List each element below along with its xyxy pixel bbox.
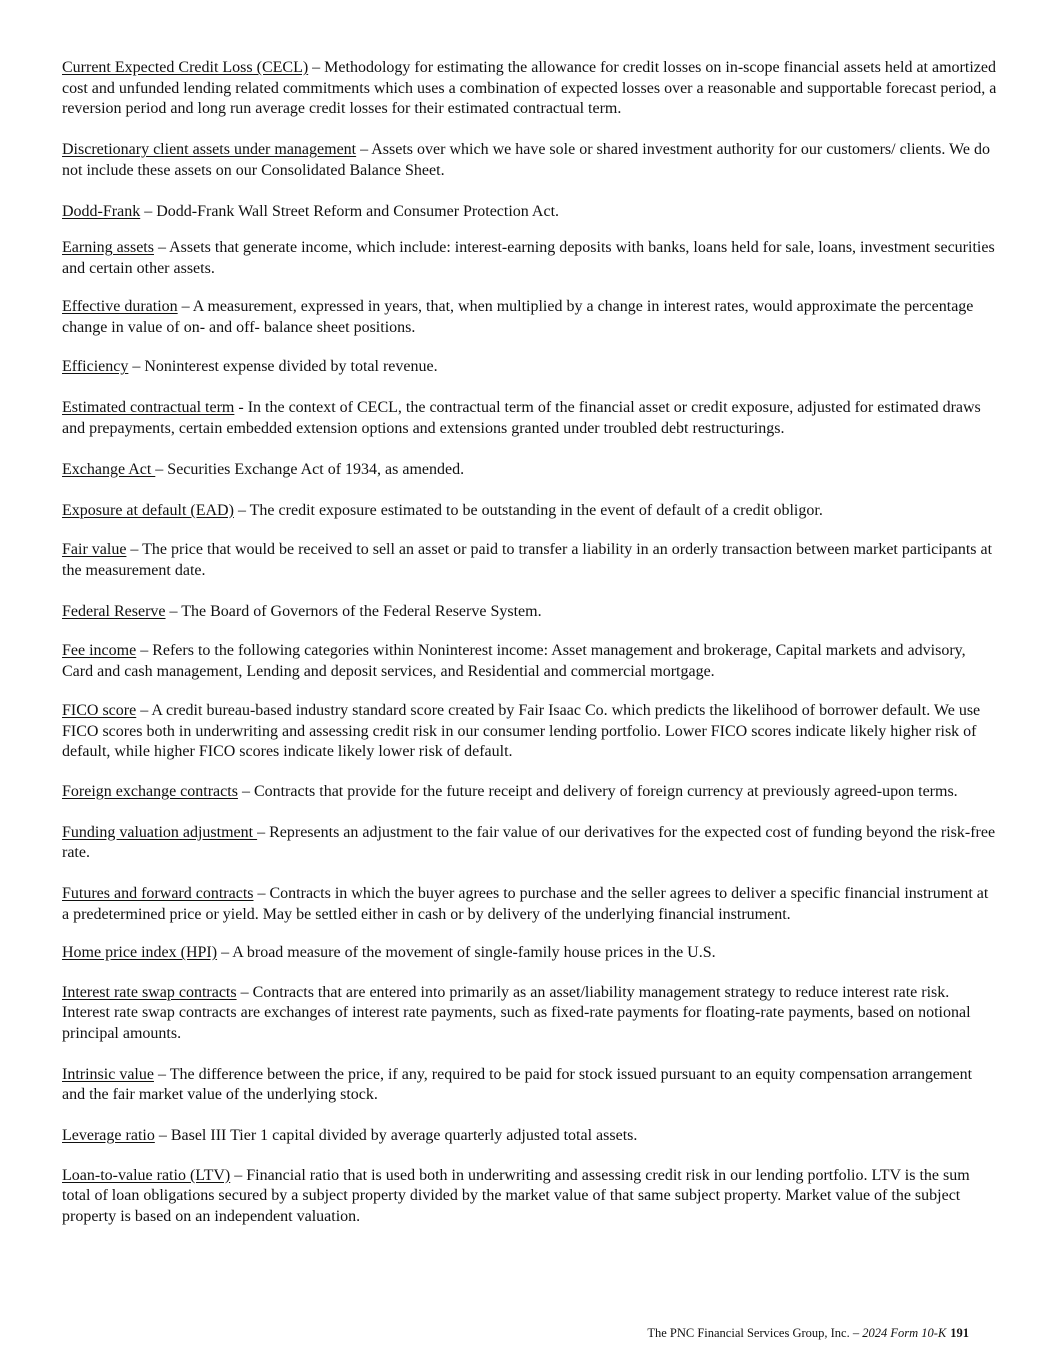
glossary-term: Interest rate swap contracts bbox=[62, 983, 237, 1001]
glossary-definition: Methodology for estimating the allowance for credit losses on in-scope financial assets held at amortized cost and unfunded lending related commitments which uses a combination of expected losses over a reasonable and supportable forecast period, a reversion period and long run average credit losses for their estimated contractual term. bbox=[62, 59, 997, 117]
glossary-definition: Basel III Tier 1 capital divided by average quarterly adjusted total assets. bbox=[170, 1127, 638, 1144]
glossary-entry: Efficiency – Noninterest expense divided by total revenue. bbox=[62, 358, 438, 375]
glossary-definition: In the context of CECL, the contractual term of the financial asset or credit exposure, adjusted for estimated draws and prepayments, certain embedded extension options and extensions granted under troubled debt restructurings. bbox=[62, 399, 981, 437]
glossary-term: Current Expected Credit Loss (CECL) bbox=[62, 59, 309, 76]
glossary-term: Loan-to-value ratio (LTV) bbox=[62, 1166, 231, 1184]
glossary-definition: Noninterest expense divided by total revenue. bbox=[144, 358, 438, 375]
footer-company: The PNC Financial Services Group, Inc. – bbox=[647, 1326, 863, 1340]
glossary-entry: Earning assets – Assets that generate income, which include: interest-earning deposits with banks, loans held for sale, loans, investment securities and certain other assets. bbox=[62, 239, 995, 277]
glossary-entry: Leverage ratio – Basel III Tier 1 capital divided by average quarterly adjusted total assets. bbox=[62, 1127, 638, 1144]
glossary-entry: Loan-to-value ratio (LTV) – Financial ratio that is used both in underwriting and assessing credit risk in our lending portfolio. LTV is the sum total of loan obligations secured by a subject property divided by the market value of that same subject property. Market value of the subject property is based on an independent valuation. bbox=[62, 1166, 970, 1225]
glossary-definition: Contracts in which the buyer agrees to purchase and the seller agrees to deliver a specific financial instrument at a predetermined price or yield. May be settled either in cash or by delivery of the underlying financial instrument. bbox=[62, 885, 989, 923]
glossary-entry: Futures and forward contracts – Contracts in which the buyer agrees to purchase and the seller agrees to deliver a specific financial instrument at a predetermined price or yield. May be settled either in cash or by delivery of the underlying financial instrument. bbox=[62, 885, 989, 923]
glossary-definition: Financial ratio that is used both in underwriting and assessing credit risk in our lending portfolio. LTV is the sum total of loan obligations secured by a subject property divided by the market value of that same subject property. Market value of the subject property is based on an independent valuation. bbox=[62, 1166, 970, 1225]
glossary-term: Fee income bbox=[62, 642, 137, 659]
glossary-definition: The price that would be received to sell an asset or paid to transfer a liability in an orderly transaction between market participants at the measurement date. bbox=[62, 541, 993, 579]
glossary-term: Exposure at default (EAD) bbox=[62, 501, 234, 519]
glossary-definition: Refers to the following categories within Noninterest income: Asset management and brokerage, Capital markets and advisory, Card and cash management, Lending and deposit services, and Residential and commercial mortgage. bbox=[62, 642, 966, 680]
glossary-entry: Estimated contractual term - In the context of CECL, the contractual term of the financial asset or credit exposure, adjusted for estimated draws and prepayments, certain embedded extension options and extensions granted under troubled debt restructurings. bbox=[62, 399, 981, 437]
footer-form: 2024 Form 10-K bbox=[862, 1326, 947, 1340]
glossary-list bbox=[62, 58, 997, 1248]
glossary-definition: A measurement, expressed in years, that, when multiplied by a change in interest rates, would approximate the percentage change in value of on- and off- balance sheet positions. bbox=[62, 298, 974, 336]
glossary-entry: Exchange Act – Securities Exchange Act of 1934, as amended. bbox=[62, 460, 465, 478]
glossary-definition: The difference between the price, if any, required to be paid for stock issued pursuant to an equity compensation arrangement and the fair market value of the underlying stock. bbox=[62, 1065, 973, 1103]
glossary-entry: Discretionary client assets under management – Assets over which we have sole or shared investment authority for our customers/ clients. We do not include these assets on our Consolidated Balance Sheet. bbox=[62, 141, 990, 179]
glossary-definition: Contracts that are entered into primarily as an asset/liability management strategy to reduce interest rate risk. Interest rate swap contracts are exchanges of interest rate payments, such as fixed-rate payments for floating-rate payments, based on notional principal amounts. bbox=[62, 983, 971, 1042]
glossary-term: Federal Reserve bbox=[62, 602, 166, 620]
glossary-entry: Home price index (HPI) – A broad measure of the movement of single-family house prices in the U.S. bbox=[62, 944, 716, 961]
glossary-term: Home price index (HPI) bbox=[62, 944, 218, 961]
glossary-definition: A credit bureau-based industry standard score created by Fair Isaac Co. which predicts the likelihood of borrower default. We use FICO scores both in underwriting and assessing credit risk in our consumer lending portfolio. Lower FICO scores indicate likely higher risk of default, while higher FICO scores indicate likely lower risk of default. bbox=[62, 702, 981, 760]
glossary-term: Futures and forward contracts bbox=[62, 885, 254, 902]
glossary-entry: Interest rate swap contracts – Contracts that are entered into primarily as an asset/liability management strategy to reduce interest rate risk. Interest rate swap contracts are exchanges of interest rate payments, such as fixed-rate payments for floating-rate payments, based on notional principal amounts. bbox=[62, 983, 971, 1042]
glossary-term: Estimated contractual term bbox=[62, 399, 235, 416]
glossary-definition: The credit exposure estimated to be outstanding in the event of default of a credit obligor. bbox=[249, 501, 823, 519]
glossary-term: Foreign exchange contracts bbox=[62, 782, 238, 800]
page-footer bbox=[0, 1326, 969, 1341]
glossary-entry: Fee income – Refers to the following categories within Noninterest income: Asset management and brokerage, Capital markets and advisory, Card and cash management, Lending and deposit services, and Residential and commercial mortgage. bbox=[62, 642, 966, 680]
glossary-term: Dodd-Frank bbox=[62, 202, 141, 220]
glossary-term: Efficiency bbox=[62, 358, 129, 375]
glossary-definition: A broad measure of the movement of single-family house prices in the U.S. bbox=[232, 944, 716, 961]
glossary-term: Intrinsic value bbox=[62, 1065, 154, 1083]
glossary-entry: Intrinsic value – The difference between the price, if any, required to be paid for stock issued pursuant to an equity compensation arrangement and the fair market value of the underlying stock. bbox=[62, 1065, 973, 1103]
glossary-term: Discretionary client assets under management bbox=[62, 141, 357, 158]
glossary-entry: Fair value – The price that would be received to sell an asset or paid to transfer a liability in an orderly transaction between market participants at the measurement date. bbox=[62, 541, 993, 579]
glossary-term: Funding valuation adjustment bbox=[62, 823, 258, 841]
glossary-entry: Effective duration – A measurement, expressed in years, that, when multiplied by a change in interest rates, would approximate the percentage change in value of on- and off- balance sheet positions. bbox=[62, 298, 974, 336]
glossary-definition: Represents an adjustment to the fair value of our derivatives for the expected cost of funding beyond the risk-free rate. bbox=[62, 823, 996, 861]
glossary-term: Effective duration bbox=[62, 298, 178, 315]
glossary-definition: Dodd-Frank Wall Street Reform and Consumer Protection Act. bbox=[156, 202, 560, 220]
glossary-entry: Funding valuation adjustment – Represents an adjustment to the fair value of our derivatives for the expected cost of funding beyond the risk-free rate. bbox=[62, 823, 996, 861]
glossary-term: Fair value bbox=[62, 541, 127, 558]
glossary-entry: Dodd-Frank – Dodd-Frank Wall Street Reform and Consumer Protection Act. bbox=[62, 202, 560, 220]
glossary-entry: Federal Reserve – The Board of Governors of the Federal Reserve System. bbox=[62, 602, 542, 620]
glossary-definition: Assets over which we have sole or shared investment authority for our customers/ clients. We do not include these assets on our Consolidated Balance Sheet. bbox=[62, 141, 990, 179]
glossary-entry: Exposure at default (EAD) – The credit exposure estimated to be outstanding in the event of default of a credit obligor. bbox=[62, 501, 823, 519]
glossary-term: Leverage ratio bbox=[62, 1127, 155, 1144]
glossary-term: Earning assets bbox=[62, 239, 154, 256]
glossary-definition: The Board of Governors of the Federal Reserve System. bbox=[181, 602, 542, 620]
glossary-entry: Foreign exchange contracts – Contracts that provide for the future receipt and delivery of foreign currency at previously agreed-upon terms. bbox=[62, 782, 958, 800]
glossary-entry: Current Expected Credit Loss (CECL) – Methodology for estimating the allowance for credit losses on in-scope financial assets held at amortized cost and unfunded lending related commitments which uses a combination of expected losses over a reasonable and supportable forecast period, a reversion period and long run average credit losses for their estimated contractual term. bbox=[62, 59, 997, 117]
page-number: 191 bbox=[950, 1326, 969, 1340]
glossary-entry: FICO score – A credit bureau-based industry standard score created by Fair Isaac Co. which predicts the likelihood of borrower default. We use FICO scores both in underwriting and assessing credit risk in our consumer lending portfolio. Lower FICO scores indicate likely higher risk of default, while higher FICO scores indicate likely lower risk of default. bbox=[62, 702, 981, 760]
glossary-definition: Contracts that provide for the future receipt and delivery of foreign currency at previously agreed-upon terms. bbox=[253, 782, 958, 800]
glossary-definition: Securities Exchange Act of 1934, as amended. bbox=[167, 460, 465, 478]
glossary-term: FICO score bbox=[62, 702, 137, 719]
glossary-term: Exchange Act bbox=[62, 460, 156, 478]
glossary-definition: Assets that generate income, which include: interest-earning deposits with banks, loans held for sale, loans, investment securities and certain other assets. bbox=[62, 239, 995, 277]
